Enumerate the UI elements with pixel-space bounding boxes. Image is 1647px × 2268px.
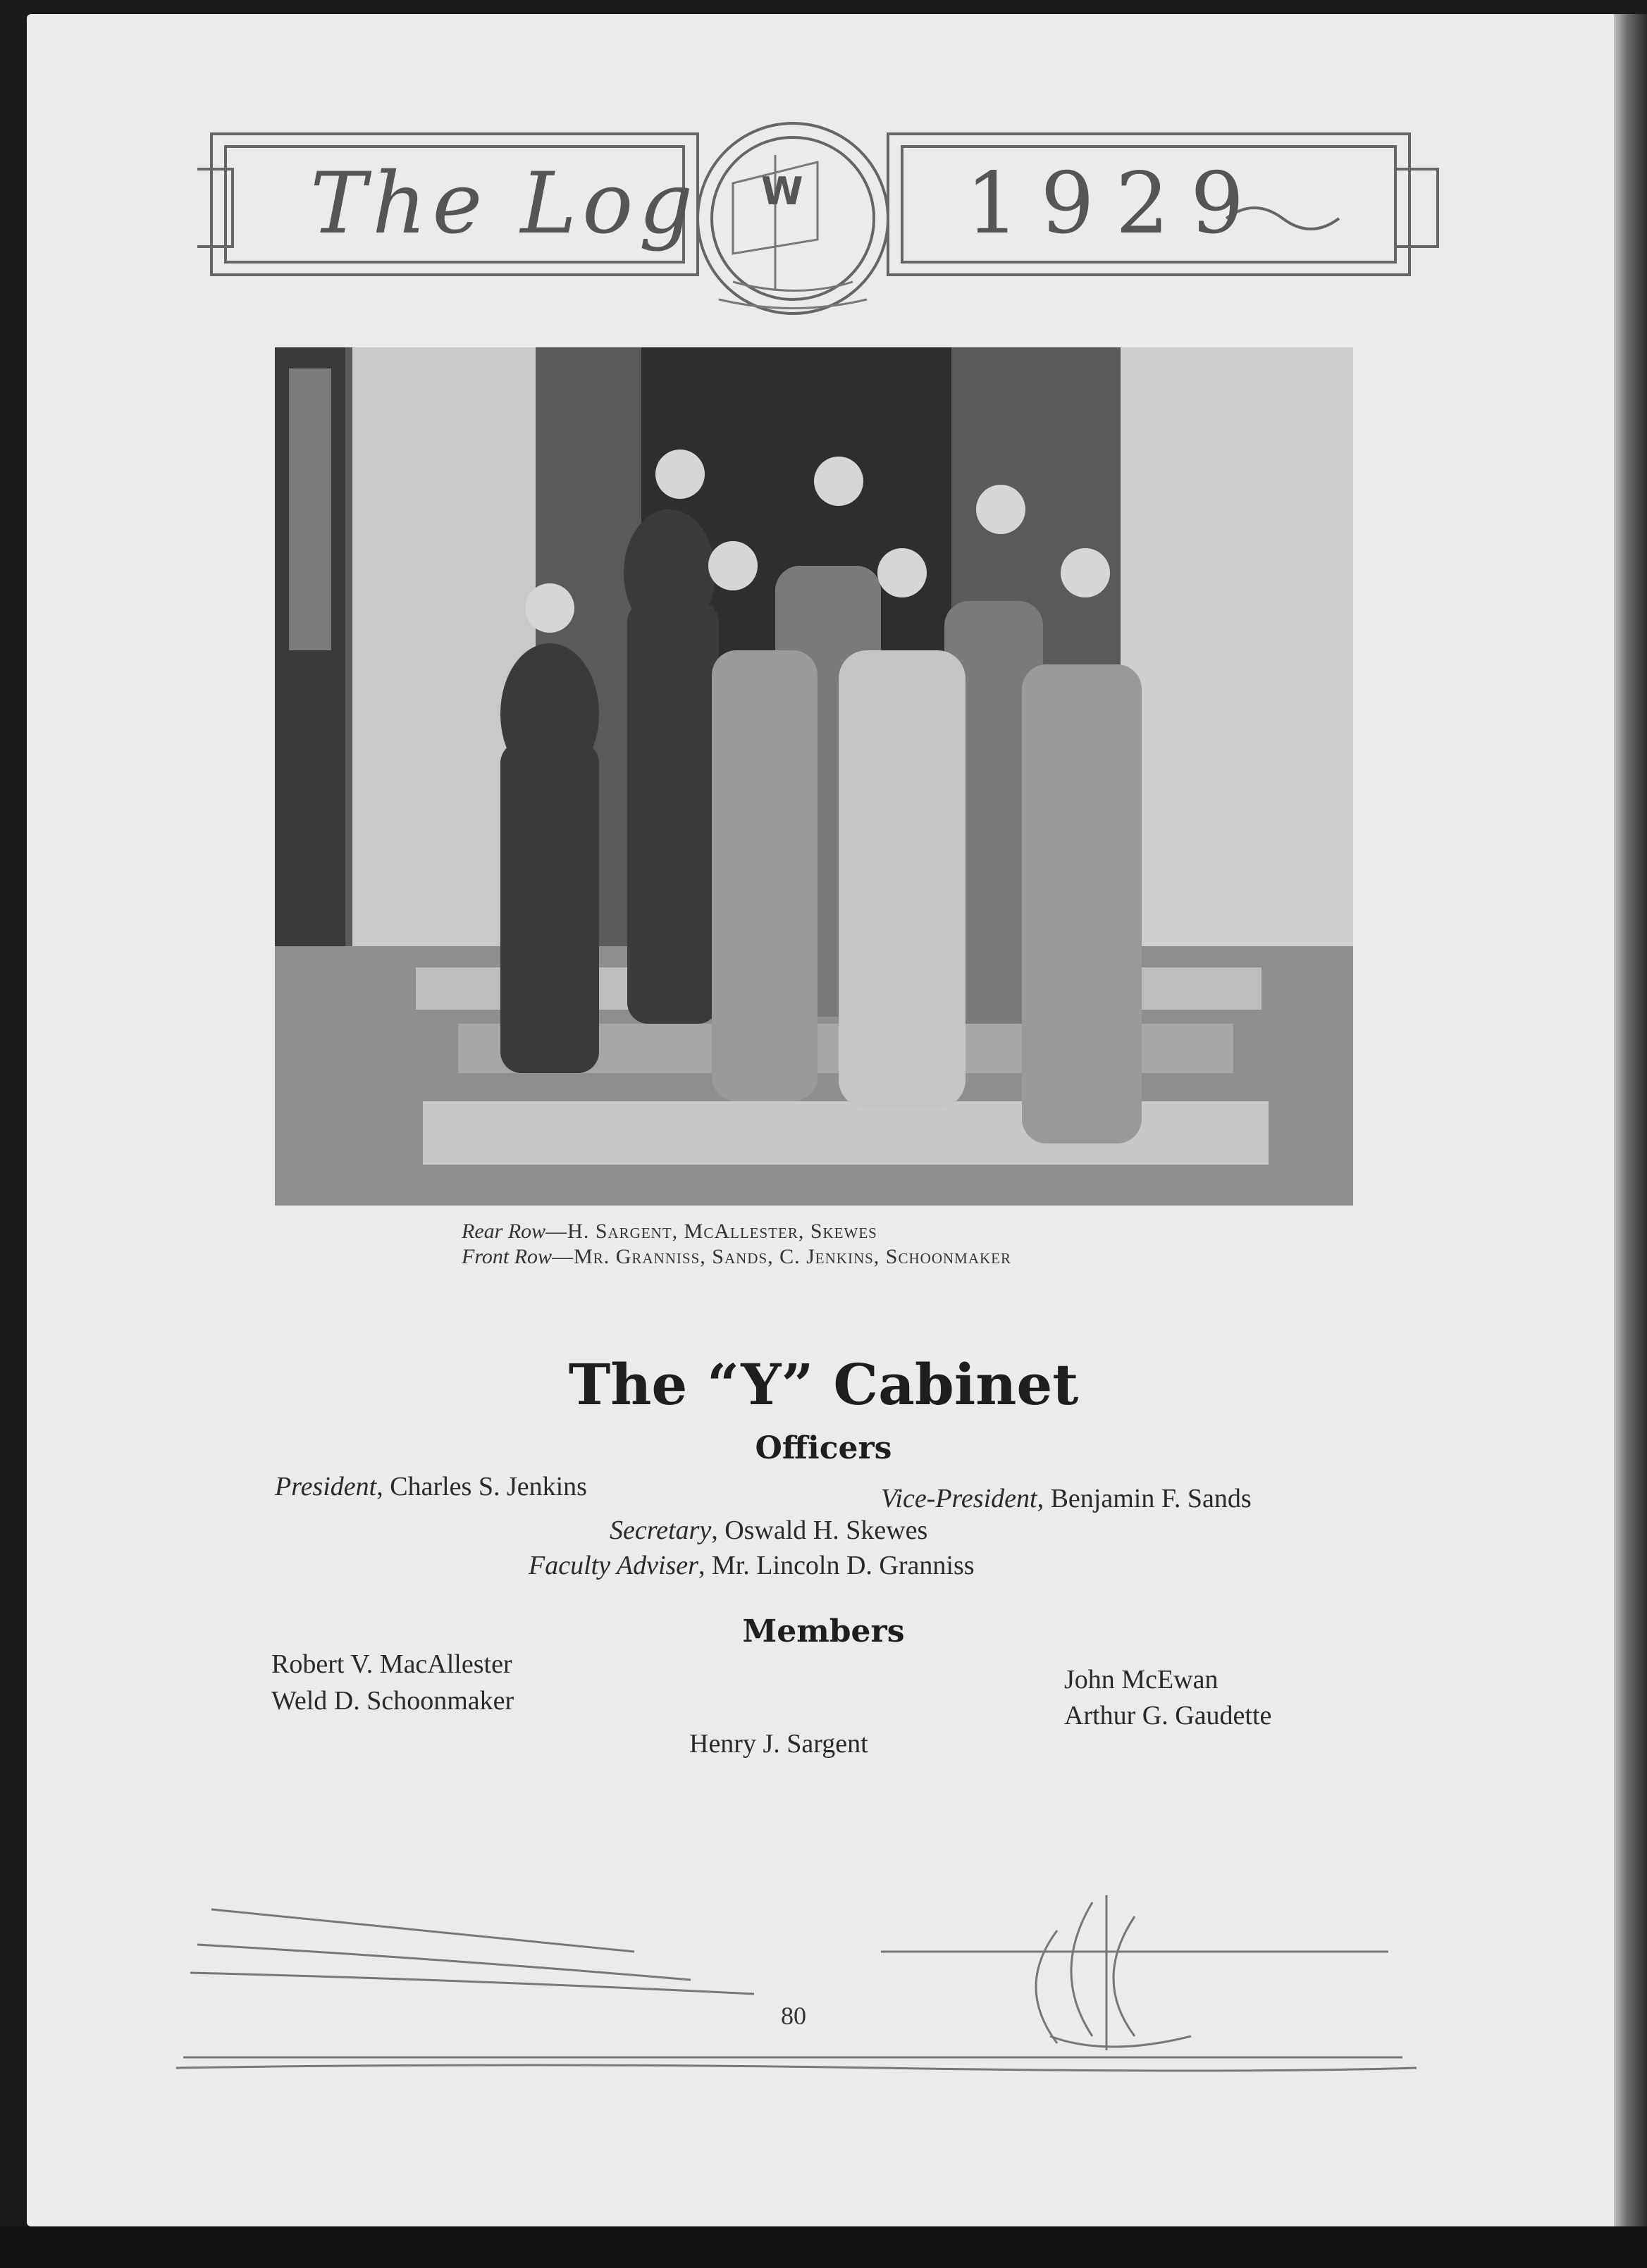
officers-heading: Officers	[755, 1430, 892, 1466]
member-name: Henry J. Sargent	[689, 1729, 868, 1759]
adviser-line	[529, 1550, 975, 1581]
adviser-name: , Mr. Lincoln D. Granniss	[698, 1551, 975, 1580]
secretary-line	[610, 1515, 927, 1546]
book-spine	[1614, 14, 1647, 2226]
member-name: John McEwan	[1064, 1665, 1219, 1694]
secretary-name: , Oswald H. Skewes	[711, 1516, 928, 1545]
member-name: Robert V. MacAllester	[271, 1649, 512, 1679]
photo-illustration	[275, 347, 1353, 1206]
caption-rear-label: Rear Row	[462, 1220, 546, 1243]
members-heading: Members	[742, 1613, 905, 1649]
adviser-role: Faculty Adviser	[529, 1551, 698, 1580]
flag-letter: W	[761, 169, 803, 213]
caption-front-row	[462, 1244, 1011, 1270]
vice-president-line	[881, 1483, 1252, 1514]
photo-caption	[462, 1219, 1011, 1270]
secretary-role: Secretary	[610, 1516, 712, 1545]
president-role: President	[275, 1472, 377, 1501]
caption-front-label: Front Row	[462, 1245, 553, 1268]
scan-edge	[0, 2226, 1647, 2268]
member-name: Weld D. Schoonmaker	[271, 1686, 514, 1716]
group-photograph	[275, 347, 1353, 1206]
vice-president-name: , Benjamin F. Sands	[1037, 1484, 1252, 1513]
president-name: , Charles S. Jenkins	[376, 1472, 587, 1501]
caption-rear-row	[462, 1219, 1011, 1244]
ship-sketch-footer	[176, 1888, 1417, 2100]
caption-rear-names: —H. Sargent, McAllester, Skewes	[545, 1220, 877, 1243]
section-title: The “Y” Cabinet	[568, 1351, 1079, 1418]
header-banner	[197, 113, 1445, 352]
yearbook-title: The Log	[310, 155, 699, 253]
vice-president-role: Vice-President	[881, 1484, 1037, 1513]
caption-front-names: —Mr. Granniss, Sands, C. Jenkins, Schoonmaker	[552, 1245, 1011, 1268]
member-name: Arthur G. Gaudette	[1064, 1701, 1272, 1730]
president-line	[275, 1471, 587, 1502]
yearbook-year: 1929	[966, 155, 1266, 253]
page-number: 80	[781, 2002, 806, 2030]
